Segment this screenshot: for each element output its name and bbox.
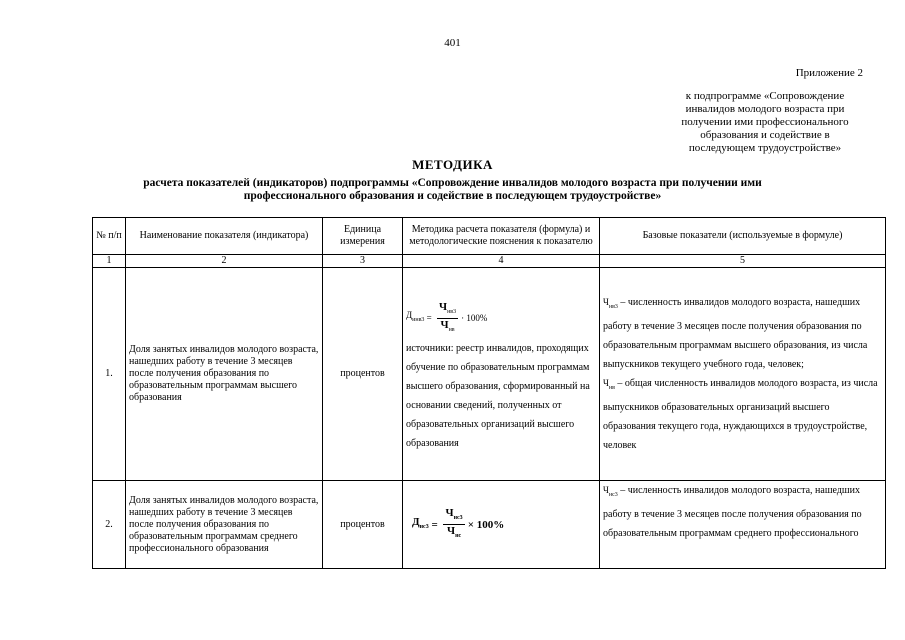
- col-number: 3: [323, 255, 403, 268]
- appendix-block: [653, 67, 863, 155]
- page-number: 401: [444, 37, 461, 49]
- formula: $Д_{инв3}$ = $\frac{Ч_{нв3}}{Ч_{нв}}$ · 100%: [406, 300, 488, 333]
- header-name: Наименование показателя (индикатора): [126, 218, 323, 255]
- table-row: [93, 481, 886, 569]
- row-unit: процентов: [323, 481, 403, 569]
- appendix-title: Приложение 2: [795, 67, 863, 79]
- methodology-table: [92, 217, 886, 569]
- header-num: № п/п: [93, 218, 126, 255]
- column-number-row: [93, 255, 886, 268]
- col-number: 5: [600, 255, 886, 268]
- document-title: МЕТОДИКА: [412, 157, 493, 172]
- appendix-body: к подпрограмме «Сопровождение инвалидов молодого возраста при получении ими профессионального образования и содействие в последующем трудоустройстве»: [681, 90, 849, 154]
- col-number: 2: [126, 255, 323, 268]
- table-header-row: [93, 218, 886, 255]
- row-method: [403, 268, 600, 481]
- row-name: Доля занятых инвалидов молодого возраста, нашедших работу в течение 3 месяцев после получения образования по образовательным программам среднего профессионального образования: [126, 481, 323, 569]
- table-row: [93, 268, 886, 481]
- row-method: [403, 481, 600, 569]
- header-base: Базовые показатели (используемые в формуле): [600, 218, 886, 255]
- row-num: 1.: [93, 268, 126, 481]
- formula: $Д_{нс3}$ = $\frac{Ч_{нс3}}{Ч_{нс}}$ × 100%: [412, 506, 505, 540]
- row-name: Доля занятых инвалидов молодого возраста, нашедших работу в течение 3 месяцев после получения образования по образовательным программам высшего образования: [126, 268, 323, 481]
- document-subtitle: расчета показателей (индикаторов) подпрограммы «Сопровождение инвалидов молодого возраста при получении ими профессионального образования и содействие в последующем трудоустройстве»: [143, 177, 762, 202]
- row-num: 2.: [93, 481, 126, 569]
- col-number: 4: [403, 255, 600, 268]
- row-base: $Ч_{нв3}$ – численность инвалидов молодого возраста, нашедших работу в течение 3 месяцев после получения образования по образовательным программам высшего образования, из числа выпускников текущего учебного года, человек; $Ч_{нв}$ – общая численность инвалидов молодого возраста, из числа выпускников образовательных организаций высшего образования текущего года, нуждающихся в трудоустройстве, человек: [600, 268, 886, 481]
- col-number: 1: [93, 255, 126, 268]
- method-text: источники: реестр инвалидов, проходящих обучение по образовательным программам высшего образования, сформированный на основании сведений, полученных от образовательных организаций высшего образования: [406, 343, 590, 450]
- row-base: $Ч_{нс3}$ – численность инвалидов молодого возраста, нашедших работу в течение 3 месяцев после получения образования по образовательным программам среднего профессионального: [600, 481, 886, 569]
- row-unit: процентов: [323, 268, 403, 481]
- header-method: Методика расчета показателя (формула) и методологические пояснения к показателю: [403, 218, 600, 255]
- header-unit: Единица измерения: [323, 218, 403, 255]
